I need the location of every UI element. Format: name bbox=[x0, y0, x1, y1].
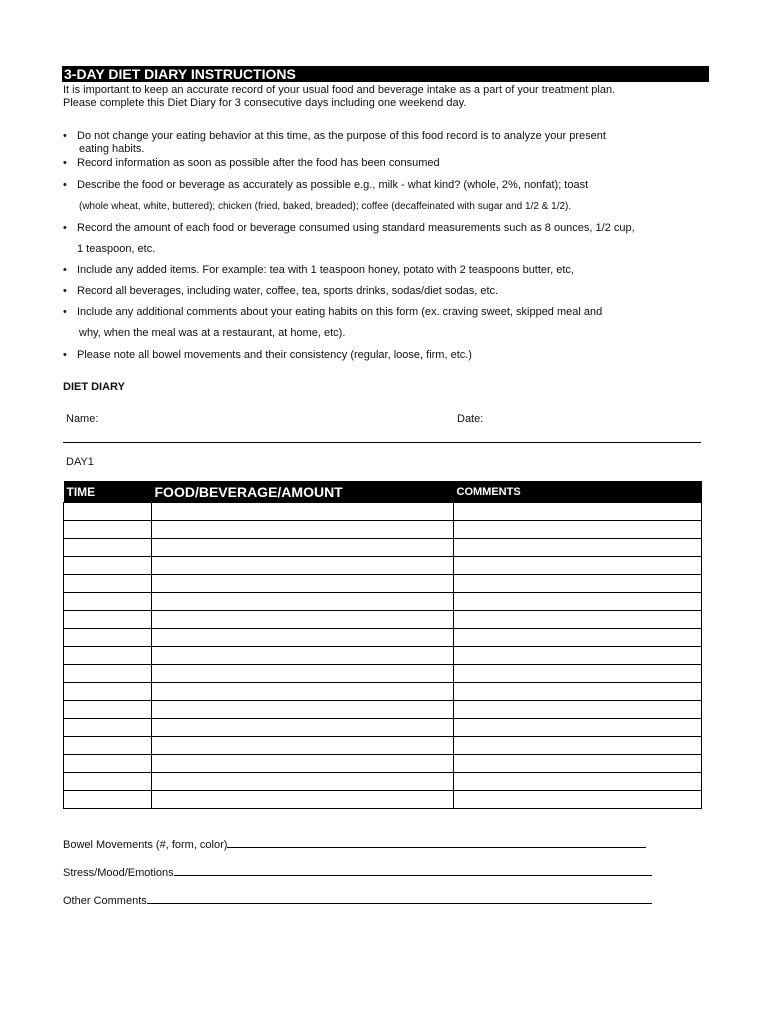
food-cell[interactable] bbox=[152, 593, 454, 611]
comments-cell[interactable] bbox=[454, 629, 702, 647]
diary-row bbox=[64, 521, 702, 539]
page-title: 3-DAY DIET DIARY INSTRUCTIONS bbox=[62, 66, 709, 82]
bullet-icon: • bbox=[63, 179, 67, 191]
diary-table bbox=[63, 481, 702, 809]
comments-cell[interactable] bbox=[454, 521, 702, 539]
food-cell[interactable] bbox=[152, 647, 454, 665]
time-cell[interactable] bbox=[64, 791, 152, 809]
date-field-label: Date: bbox=[457, 413, 484, 425]
diet-diary-heading: DIET DIARY bbox=[63, 381, 125, 393]
instruction-text: Describe the food or beverage as accurately as possible e.g., milk - what kind? (whole, 2%, nonfat); toast bbox=[77, 179, 589, 191]
diary-row bbox=[64, 647, 702, 665]
diary-row bbox=[64, 611, 702, 629]
stress-mood-fill-line[interactable] bbox=[174, 866, 652, 876]
food-cell[interactable] bbox=[152, 737, 454, 755]
intro-text bbox=[63, 84, 713, 110]
comments-cell[interactable] bbox=[454, 503, 702, 521]
food-column-header: FOOD/BEVERAGE/AMOUNT bbox=[152, 481, 454, 503]
instruction-continuation: (whole wheat, white, buttered); chicken (fried, baked, breaded); coffee (decaffeinated with sugar and 1/2 & 1/2). bbox=[79, 201, 572, 212]
comments-cell[interactable] bbox=[454, 719, 702, 737]
time-column-header: TIME bbox=[64, 481, 152, 503]
time-cell[interactable] bbox=[64, 611, 152, 629]
diary-row bbox=[64, 773, 702, 791]
instruction-item bbox=[62, 349, 712, 362]
time-cell[interactable] bbox=[64, 773, 152, 791]
instruction-text: Record all beverages, including water, coffee, tea, sports drinks, sodas/diet sodas, etc. bbox=[77, 285, 499, 297]
bullet-icon: • bbox=[63, 222, 67, 234]
intro-line: It is important to keep an accurate record of your usual food and beverage intake as a part of your treatment plan. bbox=[63, 84, 616, 96]
instruction-text: Include any added items. For example: tea with 1 teaspoon honey, potato with 2 teaspoons butter, etc, bbox=[77, 264, 574, 276]
bullet-icon: • bbox=[63, 264, 67, 276]
comments-cell[interactable] bbox=[454, 791, 702, 809]
comments-cell[interactable] bbox=[454, 539, 702, 557]
comments-cell[interactable] bbox=[454, 575, 702, 593]
instruction-item bbox=[62, 157, 712, 170]
day-label: DAY1 bbox=[66, 456, 94, 468]
food-cell[interactable] bbox=[152, 629, 454, 647]
other-comments-label: Other Comments bbox=[63, 895, 147, 907]
comments-cell[interactable] bbox=[454, 593, 702, 611]
food-cell[interactable] bbox=[152, 539, 454, 557]
bowel-movements-line bbox=[63, 838, 646, 851]
comments-cell[interactable] bbox=[454, 755, 702, 773]
diary-row bbox=[64, 701, 702, 719]
time-cell[interactable] bbox=[64, 683, 152, 701]
time-cell[interactable] bbox=[64, 503, 152, 521]
time-cell[interactable] bbox=[64, 719, 152, 737]
comments-cell[interactable] bbox=[454, 701, 702, 719]
instruction-item bbox=[62, 130, 712, 156]
time-cell[interactable] bbox=[64, 629, 152, 647]
comments-cell[interactable] bbox=[454, 683, 702, 701]
time-cell[interactable] bbox=[64, 755, 152, 773]
comments-cell[interactable] bbox=[454, 665, 702, 683]
instruction-item bbox=[62, 306, 712, 340]
time-cell[interactable] bbox=[64, 557, 152, 575]
diary-row bbox=[64, 575, 702, 593]
diary-row bbox=[64, 755, 702, 773]
diary-row bbox=[64, 719, 702, 737]
diary-row bbox=[64, 737, 702, 755]
instruction-list bbox=[62, 130, 712, 362]
instruction-text: Please note all bowel movements and their consistency (regular, loose, firm, etc.) bbox=[77, 349, 472, 361]
instruction-text: Record information as soon as possible after the food has been consumed bbox=[77, 157, 440, 169]
food-cell[interactable] bbox=[152, 665, 454, 683]
bullet-icon: • bbox=[63, 306, 67, 318]
comments-cell[interactable] bbox=[454, 611, 702, 629]
food-cell[interactable] bbox=[152, 701, 454, 719]
comments-cell[interactable] bbox=[454, 737, 702, 755]
diary-row bbox=[64, 503, 702, 521]
diary-row bbox=[64, 629, 702, 647]
comments-column-header: COMMENTS bbox=[454, 481, 702, 503]
diary-row bbox=[64, 683, 702, 701]
instruction-text: Record the amount of each food or beverage consumed using standard measurements such as 8 ounces, 1/2 cup, bbox=[77, 222, 635, 234]
comments-cell[interactable] bbox=[454, 557, 702, 575]
instruction-item bbox=[62, 222, 712, 256]
diary-row bbox=[64, 665, 702, 683]
diary-header-row bbox=[64, 481, 702, 503]
diary-row bbox=[64, 593, 702, 611]
instruction-item bbox=[62, 285, 712, 298]
bowel-movements-fill-line[interactable] bbox=[227, 838, 646, 848]
bullet-icon: • bbox=[63, 349, 67, 361]
instruction-text: Do not change your eating behavior at this time, as the purpose of this food record is to analyze your present bbox=[77, 130, 606, 142]
food-cell[interactable] bbox=[152, 503, 454, 521]
stress-mood-line bbox=[63, 866, 652, 879]
food-cell[interactable] bbox=[152, 521, 454, 539]
intro-line: Please complete this Diet Diary for 3 consecutive days including one weekend day. bbox=[63, 97, 467, 109]
bullet-icon: • bbox=[63, 157, 67, 169]
time-cell[interactable] bbox=[64, 521, 152, 539]
instruction-continuation: 1 teaspoon, etc. bbox=[77, 243, 156, 255]
food-cell[interactable] bbox=[152, 683, 454, 701]
food-cell[interactable] bbox=[152, 611, 454, 629]
food-cell[interactable] bbox=[152, 773, 454, 791]
food-cell[interactable] bbox=[152, 575, 454, 593]
instruction-item bbox=[62, 264, 712, 277]
food-cell[interactable] bbox=[152, 791, 454, 809]
food-cell[interactable] bbox=[152, 557, 454, 575]
instruction-item bbox=[62, 179, 712, 213]
food-cell[interactable] bbox=[152, 719, 454, 737]
instruction-continuation: eating habits. bbox=[79, 143, 145, 155]
other-comments-fill-line[interactable] bbox=[147, 894, 652, 904]
time-cell[interactable] bbox=[64, 575, 152, 593]
time-cell[interactable] bbox=[64, 593, 152, 611]
time-cell[interactable] bbox=[64, 647, 152, 665]
diary-row bbox=[64, 557, 702, 575]
time-cell[interactable] bbox=[64, 701, 152, 719]
bullet-icon: • bbox=[63, 130, 67, 142]
instruction-text: Include any additional comments about your eating habits on this form (ex. craving sweet, skipped meal and bbox=[77, 306, 603, 318]
instruction-continuation: why, when the meal was at a restaurant, at home, etc). bbox=[79, 327, 346, 339]
time-cell[interactable] bbox=[64, 665, 152, 683]
diary-row bbox=[64, 791, 702, 809]
name-date-fill-line[interactable] bbox=[63, 442, 701, 443]
bowel-movements-label: Bowel Movements (#, form, color) bbox=[63, 839, 228, 851]
stress-mood-label: Stress/Mood/Emotions bbox=[63, 867, 174, 879]
bullet-icon: • bbox=[63, 285, 67, 297]
food-cell[interactable] bbox=[152, 755, 454, 773]
comments-cell[interactable] bbox=[454, 647, 702, 665]
comments-cell[interactable] bbox=[454, 773, 702, 791]
time-cell[interactable] bbox=[64, 539, 152, 557]
name-field-label: Name: bbox=[66, 413, 99, 425]
diary-row bbox=[64, 539, 702, 557]
diary-table-body bbox=[64, 503, 702, 809]
other-comments-line bbox=[63, 894, 652, 907]
time-cell[interactable] bbox=[64, 737, 152, 755]
